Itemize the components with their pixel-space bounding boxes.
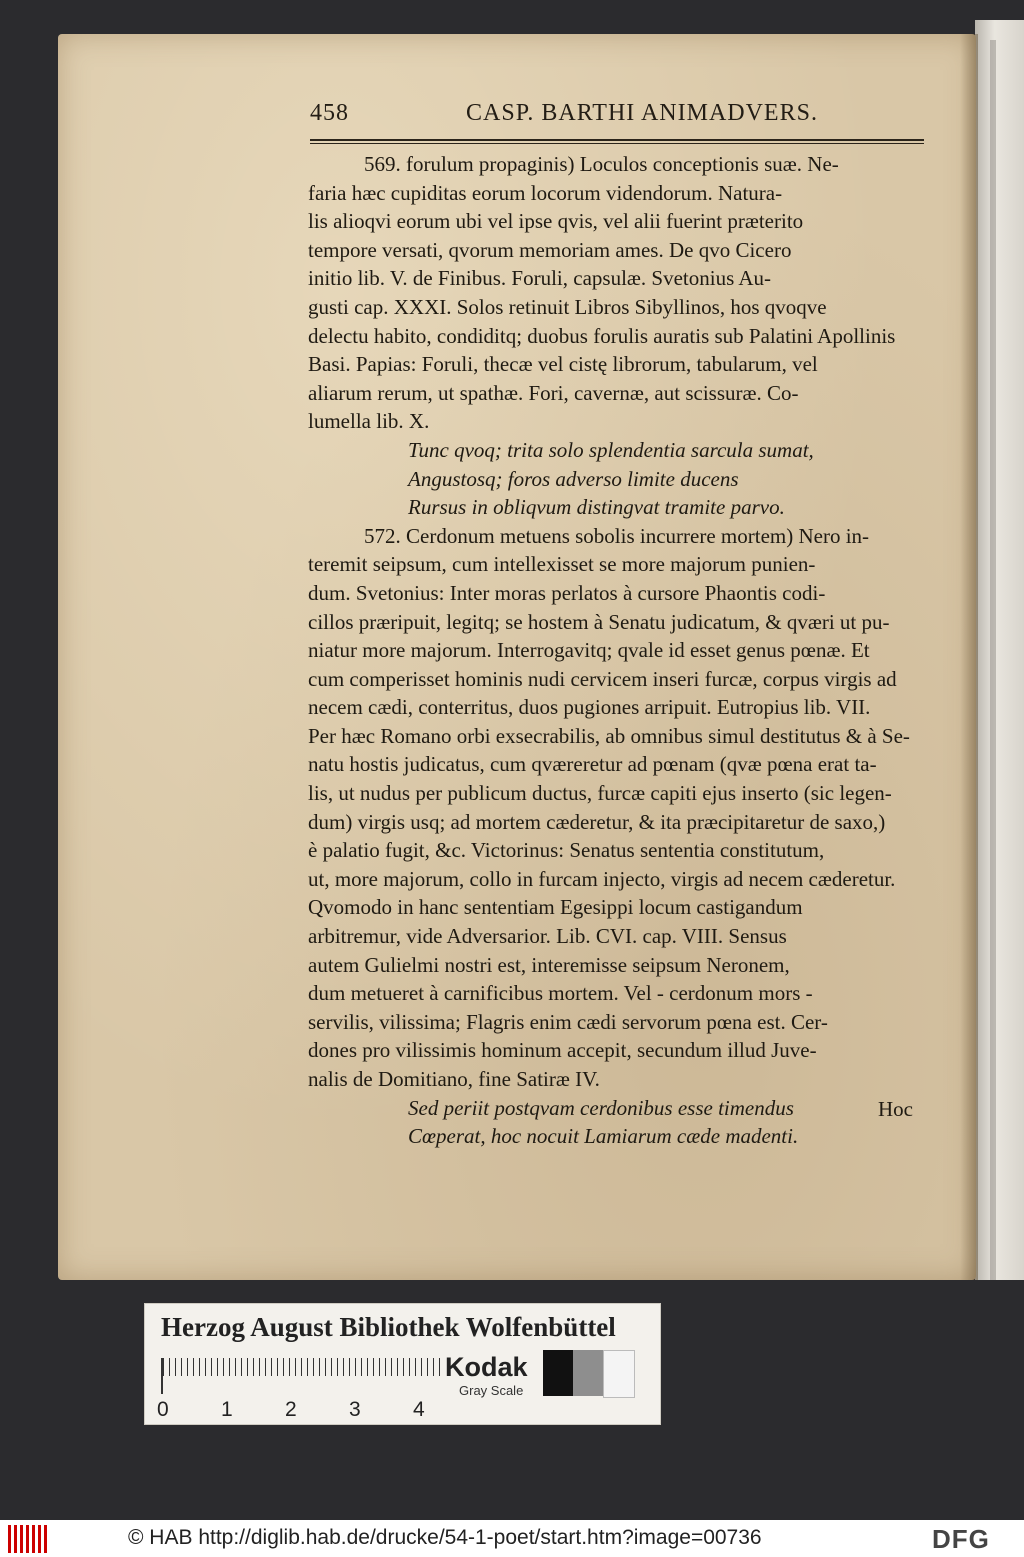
head-rule <box>310 139 924 144</box>
gray-scale-label: Gray Scale <box>459 1383 524 1398</box>
page-number: 458 <box>310 100 349 126</box>
verse-line: Angustosq; foros adverso limite ducens <box>408 466 739 491</box>
text-line: cillos præripuit, legitq; se hostem à Senatu judicatum, & qværi ut pu- <box>308 609 890 634</box>
gray-patch-mid <box>573 1350 603 1396</box>
gutter-shadow <box>960 34 978 1280</box>
text-line: dum. Svetonius: Inter moras perlatos à cursore Phaontis codi- <box>308 580 826 605</box>
text-line: Basi. Papias: Foruli, thecæ vel cistę librorum, tabularum, vel <box>308 352 818 377</box>
text-line: teremit seipsum, cum intellexisset se more majorum punien- <box>308 552 816 577</box>
text-line: niatur more majorum. Interrogavitq; qvale id esset genus pœnæ. Et <box>308 638 870 663</box>
text-line: Qvomodo in hanc sententiam Egesippi locum castigandum <box>308 895 803 920</box>
library-name: Herzog August Bibliothek Wolfenbüttel <box>161 1312 616 1342</box>
ruler-number: 3 <box>349 1398 361 1421</box>
verse-line: Cœperat, hoc nocuit Lamiarum cæde madenti. <box>408 1124 799 1149</box>
page-edge-shadow <box>990 40 996 1280</box>
running-head <box>310 100 930 136</box>
text-line: lis alioqvi eorum ubi vel ipse qvis, vel alii fuerint præterito <box>308 209 804 234</box>
verse-line: Tunc qvoq; trita solo splendentia sarcula sumat, <box>408 437 814 462</box>
text-line: faria hæc cupiditas eorum locorum videndorum. Natura- <box>308 180 783 205</box>
text-line: necem cædi, conterritus, duos pugiones arripuit. Eutropius lib. VII. <box>308 695 871 720</box>
color-reference-card <box>144 1303 661 1425</box>
text-line: lumella lib. X. <box>308 409 430 434</box>
ruler-number: 1 <box>221 1398 233 1421</box>
text-line: è palatio fugit, &c. Victorinus: Senatus sententia constitutum, <box>308 838 825 863</box>
text-line: lis, ut nudus per publicum ductus, furcæ capiti ejus inserto (sic legen- <box>308 781 892 806</box>
text-line: ut, more majorum, collo in furcam injecto, virgis ad necem cæderetur. <box>308 866 896 891</box>
text-line: delectu habito, condiditq; duobus forulis auratis sub Palatini Apollinis <box>308 323 896 348</box>
text-line: servilis, vilissima; Flagris enim cædi servorum pœna est. Cer- <box>308 1009 828 1034</box>
footer-bar <box>0 1520 1024 1557</box>
text-line: dum metueret à carnificibus mortem. Vel - cerdonum mors - <box>308 981 813 1006</box>
catchword: Hoc <box>878 1097 913 1121</box>
dfg-logo: DFG <box>932 1524 990 1554</box>
ruler-numbers <box>157 1398 447 1422</box>
ruler-number: 2 <box>285 1398 297 1421</box>
text-line: gusti cap. XXXI. Solos retinuit Libros Sibyllinos, hos qvoqve <box>308 294 827 319</box>
text-line: aliarum rerum, ut spathæ. Fori, cavernæ, aut scissuræ. Co- <box>308 380 799 405</box>
copyright-link[interactable]: © HAB http://diglib.hab.de/drucke/54-1-poet/start.htm?image=00736 <box>128 1526 762 1549</box>
next-page-edge <box>975 20 1024 1280</box>
text-line: dones pro vilissimis hominum accepit, secundum illud Juve- <box>308 1038 817 1063</box>
text-line: cum comperisset hominis nudi cervicem inseri furcæ, corpus virgis ad <box>308 666 897 691</box>
kodak-logo: Kodak <box>445 1352 528 1382</box>
verse-line: Sed periit postqvam cerdonibus esse timendus <box>408 1095 794 1120</box>
gray-patch-black <box>543 1350 573 1396</box>
gray-patch-white <box>603 1350 635 1398</box>
body-text <box>308 150 928 1151</box>
running-head-title: CASP. BARTHI ANIMADVERS. <box>466 100 818 126</box>
ruler-number: 0 <box>157 1398 169 1421</box>
text-line: 569. forulum propaginis) Loculos conceptionis suæ. Ne- <box>364 152 839 176</box>
ruler-number: 4 <box>413 1398 425 1421</box>
scale-ruler <box>161 1358 443 1394</box>
text-line: autem Gulielmi nostri est, interemisse seipsum Neronem, <box>308 952 790 977</box>
text-line: dum) virgis usq; ad mortem cæderetur, & ita præcipitaretur de saxo,) <box>308 809 886 834</box>
hab-logo-icon <box>8 1525 48 1553</box>
verse-line: Rursus in obliqvum distingvat tramite parvo. <box>408 495 785 520</box>
text-line: natu hostis judicatus, cum qværeretur ad pœnam (qvæ pœna erat ta- <box>308 752 877 777</box>
text-line: initio lib. V. de Finibus. Foruli, capsulæ. Svetonius Au- <box>308 266 772 291</box>
text-line: Per hæc Romano orbi exsecrabilis, ab omnibus simul destitutus & à Se- <box>308 723 910 748</box>
text-line: 572. Cerdonum metuens sobolis incurrere mortem) Nero in- <box>364 523 870 548</box>
text-line: tempore versati, qvorum memoriam ames. De qvo Cicero <box>308 237 792 262</box>
text-line: arbitremur, vide Adversarior. Lib. CVI. cap. VIII. Sensus <box>308 924 787 949</box>
text-line: nalis de Domitiano, fine Satiræ IV. <box>308 1067 600 1091</box>
